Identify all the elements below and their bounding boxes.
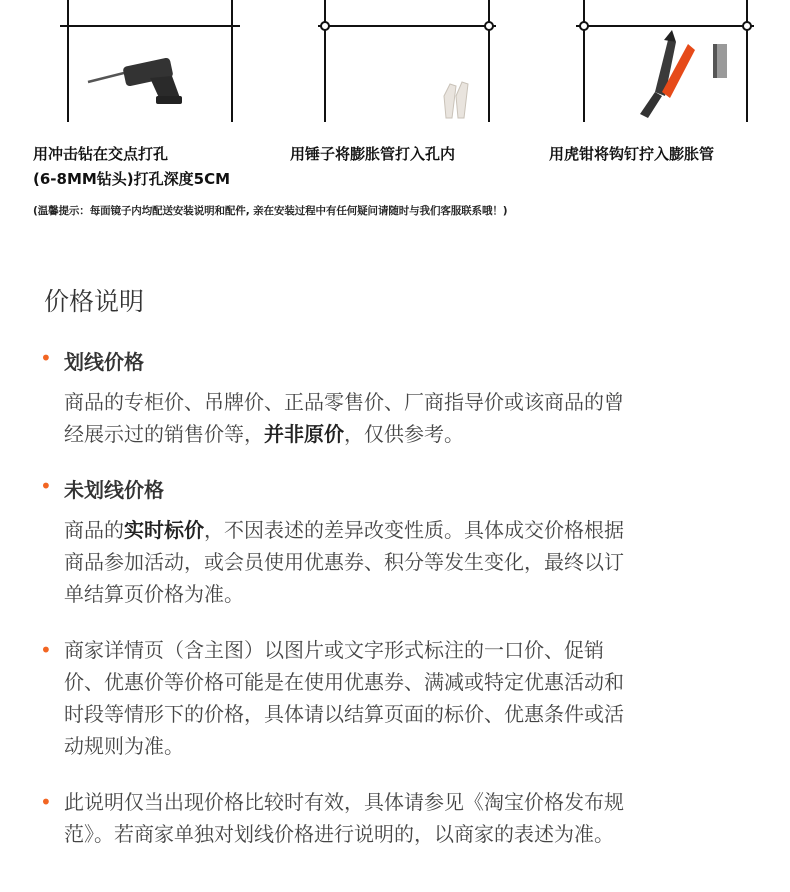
- install-note: (温馨提示：每面镜子内均配送安装说明和配件, 亲在安装过程中有任何疑问请随时与我们客服联系哦！): [33, 205, 508, 217]
- bullet-dot: •: [40, 474, 52, 498]
- price-item-text: 商品的专柜价、吊牌价、正品零售价、厂商指导价或该商品的曾 经展示过的销售价等，并非原价，仅供参考。: [64, 390, 624, 446]
- step-2-frame: [318, 0, 496, 122]
- step-1-frame: [60, 0, 240, 122]
- price-item-text: 商家详情页（含主图）以图片或文字形式标注的一口价、促销 价、优惠价等价格可能是在使用优惠券、满减或特定优惠活动和 时段等情形下的价格，具体请以结算页面的标价、优惠条件或活 动规则为准。: [64, 638, 624, 758]
- price-item-text: 商品的实时标价，不因表述的差异改变性质。具体成交价格根据 商品参加活动，或会员使用优惠券、积分等发生变化，最终以订 单结算页价格为准。: [64, 518, 624, 606]
- step-1-caption: 用冲击钻在交点打孔 (6-8MM钻头)打孔深度5CM: [33, 145, 231, 188]
- anchor-plug-icon: [444, 82, 468, 118]
- install-steps: [0, 0, 790, 250]
- bullet-dot: •: [40, 346, 52, 370]
- price-item-text: 此说明仅当出现价格比较时有效，具体请参见《淘宝价格发布规 范》。若商家单独对划线价格进行说明的，以商家的表述为准。: [64, 790, 624, 846]
- bullet-dot: •: [40, 790, 52, 814]
- price-item-heading: 划线价格: [64, 350, 144, 374]
- install-diagram: [0, 0, 790, 150]
- drill-icon: [88, 57, 182, 104]
- step-3-caption: 用虎钳将钩钉拧入膨胀管: [549, 145, 715, 163]
- bullet-dot: •: [40, 638, 52, 662]
- pliers-icon: [640, 30, 695, 118]
- step-2-caption: 用锤子将膨胀管打入孔内: [290, 145, 456, 163]
- hook-screw-icon: [713, 44, 727, 78]
- price-item-heading: 未划线价格: [64, 478, 164, 502]
- price-title: 价格说明: [44, 287, 145, 316]
